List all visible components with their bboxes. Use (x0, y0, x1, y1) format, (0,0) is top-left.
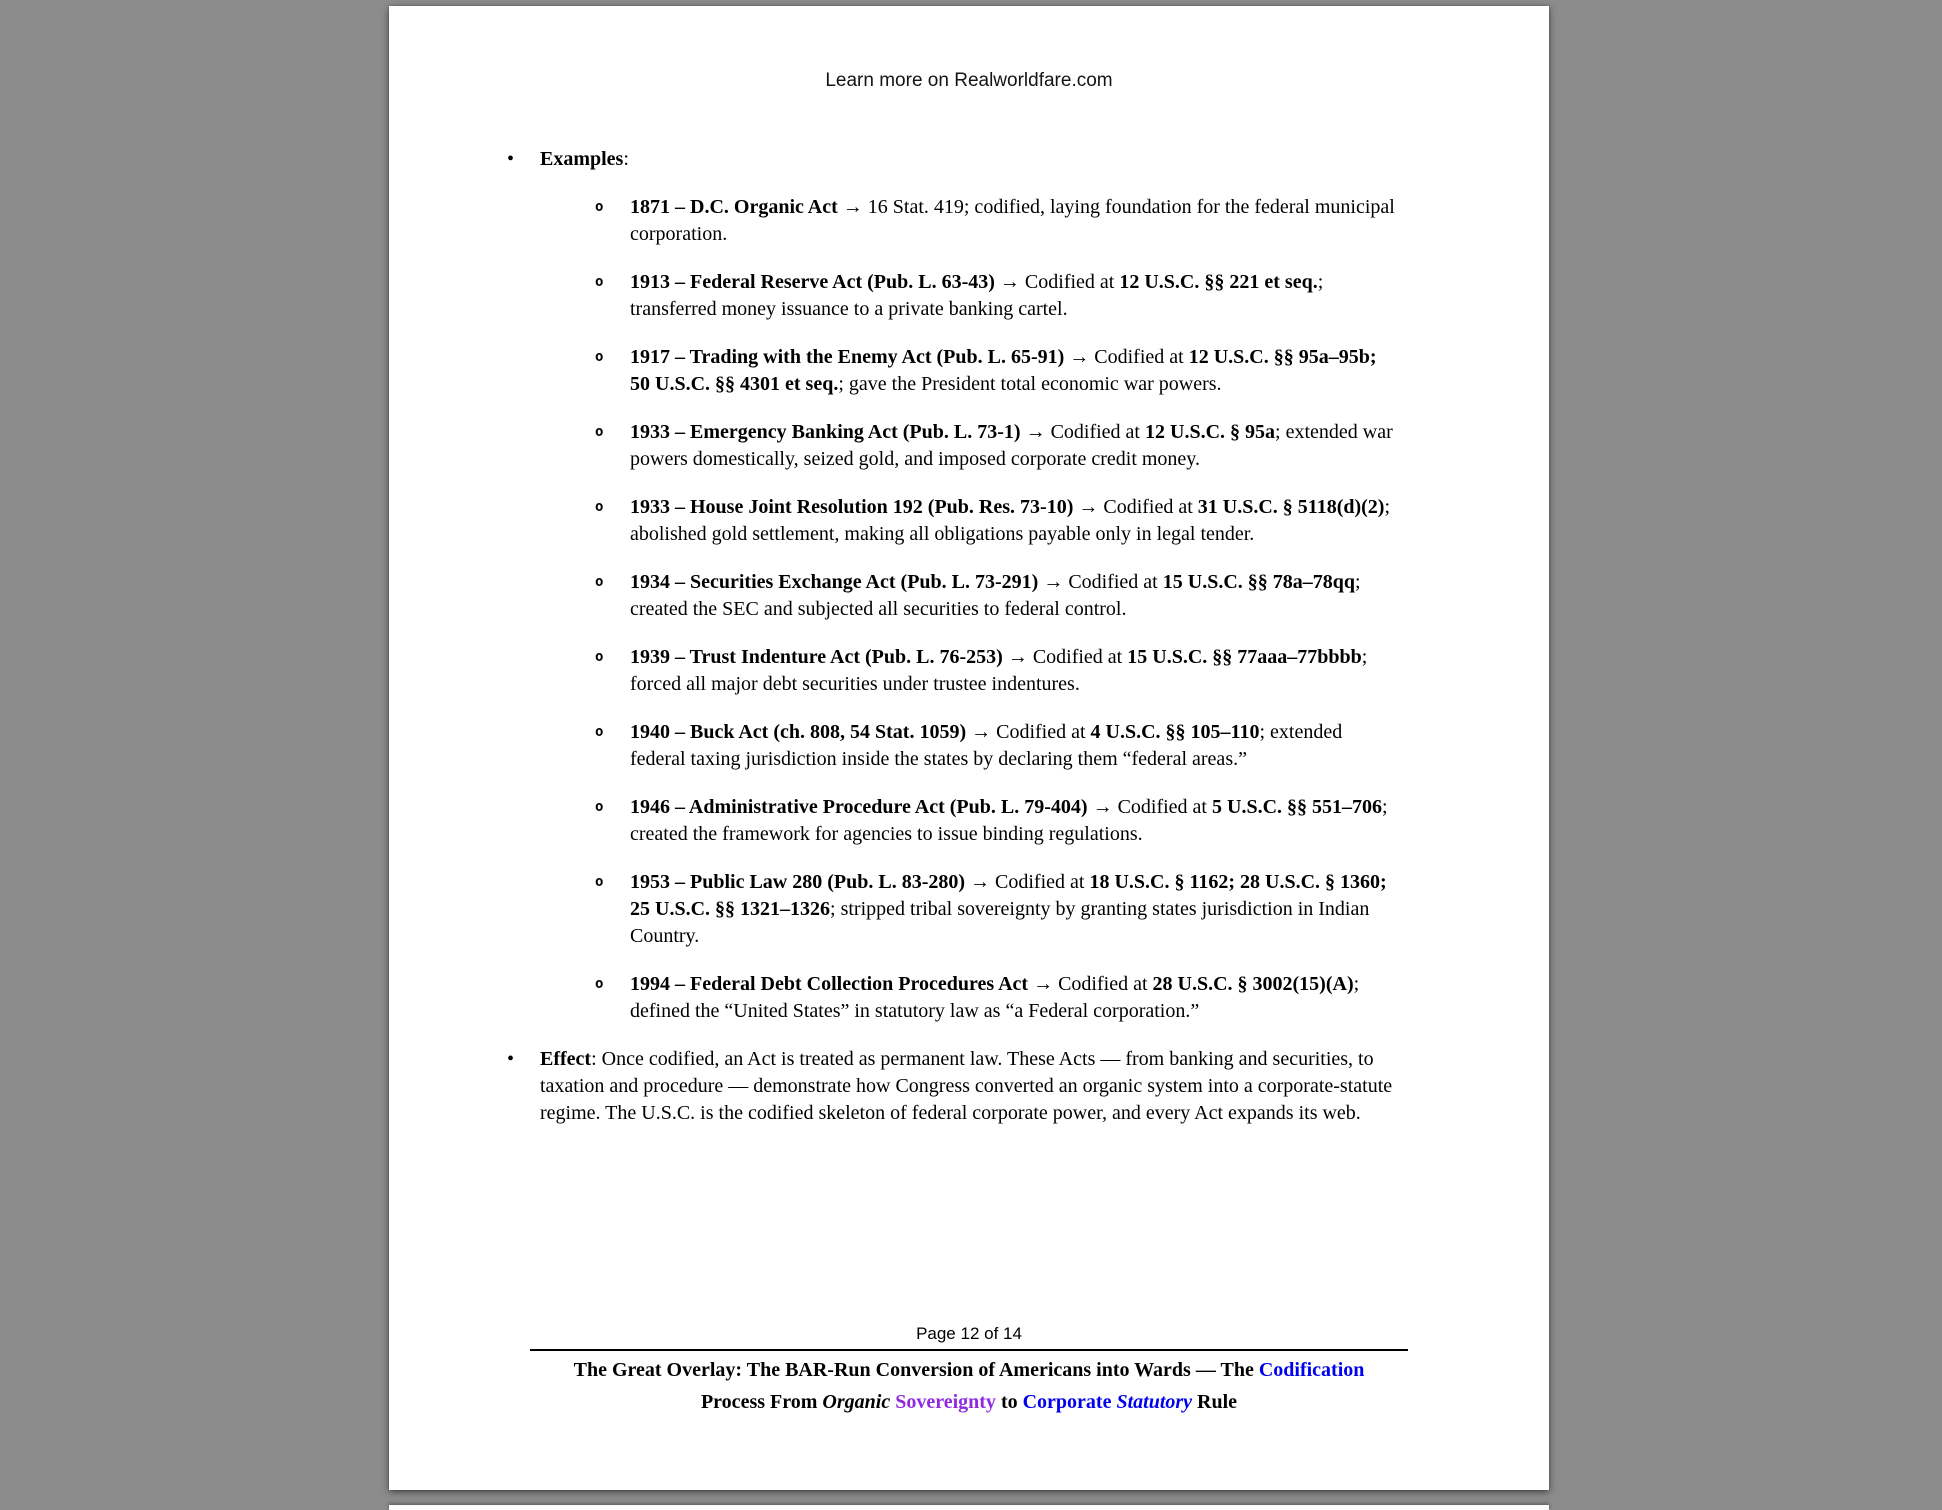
text-segment: to (995, 1391, 1023, 1413)
list-item (507, 146, 1549, 173)
text-segment: 1940 – Buck Act (ch. 808, 54 Stat. 1059) (630, 721, 967, 743)
text-segment: Statutory (1116, 1391, 1193, 1413)
text-segment: ; extended federal taxing jurisdiction inside the states by declaring them “federal areas.” (630, 721, 1343, 770)
list-item-text (630, 194, 1400, 248)
list-item (595, 344, 1549, 398)
text-segment: → Codified at (994, 271, 1120, 293)
text-segment: ; created the SEC and subjected all securities to federal control. (630, 571, 1361, 620)
list-item (595, 644, 1549, 698)
list-item (595, 194, 1549, 248)
text-segment: Organic (822, 1391, 891, 1413)
text-segment: Effect (540, 1048, 592, 1070)
text-segment: → Codified at (1087, 796, 1212, 818)
text-segment: → Codified at (1020, 421, 1145, 443)
list-item (595, 869, 1549, 950)
text-segment: → 16 Stat. 419; codified, laying foundation for the federal municipal corporation. (630, 196, 1395, 245)
text-segment: 1953 – Public Law 280 (Pub. L. 83-280) (630, 871, 966, 893)
list-item-text (630, 569, 1400, 623)
circle-marker: o (595, 976, 604, 992)
list-item (595, 269, 1549, 323)
list-item-text (630, 794, 1400, 848)
text-segment: Corporate (1022, 1391, 1112, 1413)
text-segment: 1939 – Trust Indenture Act (Pub. L. 76-253) (630, 646, 1003, 668)
list-item-text (540, 1046, 1400, 1127)
header-prefix-text: Learn more on (825, 70, 955, 91)
list-item (507, 1046, 1549, 1127)
footer-title-line-2 (389, 1389, 1549, 1415)
text-segment: 1994 – Federal Debt Collection Procedures Act (630, 973, 1029, 995)
list-item-text (630, 644, 1400, 698)
text-segment: Examples (540, 148, 624, 170)
list-item-text (630, 869, 1400, 950)
circle-marker: o (595, 499, 604, 515)
text-segment: ; defined the “United States” in statutory law as “a Federal corporation.” (630, 973, 1360, 1022)
text-segment: → Codified at (965, 871, 1090, 893)
footer-divider (530, 1349, 1408, 1351)
document-page (389, 6, 1549, 1490)
text-segment: 31 U.S.C. § 5118(d)(2) (1197, 496, 1385, 518)
text-segment: Rule (1192, 1391, 1238, 1413)
text-segment: 1933 – Emergency Banking Act (Pub. L. 73-1) (630, 421, 1021, 443)
text-segment: ; forced all major debt securities under trustee indentures. (630, 646, 1368, 695)
text-segment: The Great Overlay: The BAR-Run Conversion of Americans into Wards — The (573, 1359, 1259, 1381)
text-segment: ; created the framework for agencies to issue binding regulations. (630, 796, 1388, 845)
list-item-text (540, 146, 1400, 173)
page-header (389, 6, 1549, 92)
list-item-text (630, 971, 1400, 1025)
text-segment: 1871 – D.C. Organic Act (630, 196, 838, 218)
text-segment: → Codified at (1028, 973, 1153, 995)
text-segment: 18 U.S.C. § 1162; 28 U.S.C. § 1360; 25 U.S.C. §§ 1321–1326 (630, 871, 1387, 920)
realworldfare-link[interactable]: Realworldfare.com (954, 70, 1113, 91)
text-segment: ; gave the President total economic war powers. (838, 373, 1222, 395)
circle-marker: o (595, 199, 604, 215)
circle-marker: o (595, 574, 604, 590)
text-segment: 1913 – Federal Reserve Act (Pub. L. 63-43) (630, 271, 995, 293)
footer-title-line-1 (389, 1357, 1549, 1383)
text-segment: 5 U.S.C. §§ 551–706 (1212, 796, 1383, 818)
list-item (595, 719, 1549, 773)
bullet-list (389, 146, 1549, 1127)
bullet-marker: • (507, 148, 515, 170)
text-segment: Process From (700, 1391, 823, 1413)
text-segment: → Codified at (1038, 571, 1163, 593)
list-item-text (630, 269, 1400, 323)
list-item-text (630, 344, 1400, 398)
text-segment: 15 U.S.C. §§ 78a–78qq (1162, 571, 1356, 593)
text-segment: 1933 – House Joint Resolution 192 (Pub. Res. 73-10) (630, 496, 1074, 518)
text-segment: 15 U.S.C. §§ 77aaa–77bbbb (1127, 646, 1362, 668)
list-item-text (630, 719, 1400, 773)
text-segment: ; transferred money issuance to a private banking cartel. (630, 271, 1324, 320)
circle-marker: o (595, 799, 604, 815)
circle-marker: o (595, 874, 604, 890)
text-segment: ; extended war powers domestically, seized gold, and imposed corporate credit money. (630, 421, 1393, 470)
circle-marker: o (595, 424, 604, 440)
text-segment: → Codified at (1073, 496, 1198, 518)
text-segment: 12 U.S.C. §§ 95a–95b; 50 U.S.C. §§ 4301 et seq. (630, 346, 1377, 395)
text-segment: 1946 – Administrative Procedure Act (Pub. L. 79-404) (630, 796, 1088, 818)
list-item (595, 494, 1549, 548)
circle-marker: o (595, 649, 604, 665)
text-segment: → Codified at (966, 721, 1091, 743)
page-number-label: Page 12 of 14 (916, 1324, 1022, 1343)
text-segment: ; abolished gold settlement, making all obligations payable only in legal tender. (630, 496, 1391, 545)
text-segment: : Once codified, an Act is treated as permanent law. These Acts — from banking and securities, to taxation and procedure — demonstrate how Congress converted an organic system into a corporate-statute regime. The U.S.C. is the codified skeleton of federal corporate power, and every Act expands its web. (540, 1048, 1393, 1124)
circle-marker: o (595, 274, 604, 290)
text-segment: → Codified at (1002, 646, 1128, 668)
text-segment: 1934 – Securities Exchange Act (Pub. L. 73-291) (630, 571, 1039, 593)
circle-marker: o (595, 349, 604, 365)
page-footer (389, 1324, 1549, 1415)
text-segment: 28 U.S.C. § 3002(15)(A) (1152, 973, 1354, 995)
list-item (595, 419, 1549, 473)
text-segment: Codification (1258, 1359, 1365, 1381)
text-segment: 12 U.S.C. §§ 221 et seq. (1119, 271, 1318, 293)
list-item-text (630, 419, 1400, 473)
text-segment: 4 U.S.C. §§ 105–110 (1090, 721, 1260, 743)
bullet-marker: • (507, 1048, 515, 1070)
circle-marker: o (595, 724, 604, 740)
list-item (595, 569, 1549, 623)
list-item (595, 794, 1549, 848)
text-segment: 1917 – Trading with the Enemy Act (Pub. L. 65-91) (630, 346, 1065, 368)
text-segment: Sovereignty (895, 1391, 996, 1413)
text-segment: 12 U.S.C. § 95a (1145, 421, 1276, 443)
text-segment: → Codified at (1064, 346, 1189, 368)
text-segment: : (623, 148, 629, 170)
next-page-edge (389, 1505, 1549, 1510)
list-item-text (630, 494, 1400, 548)
list-item (595, 971, 1549, 1025)
text-segment: ; stripped tribal sovereignty by granting states jurisdiction in Indian Country. (630, 898, 1370, 947)
